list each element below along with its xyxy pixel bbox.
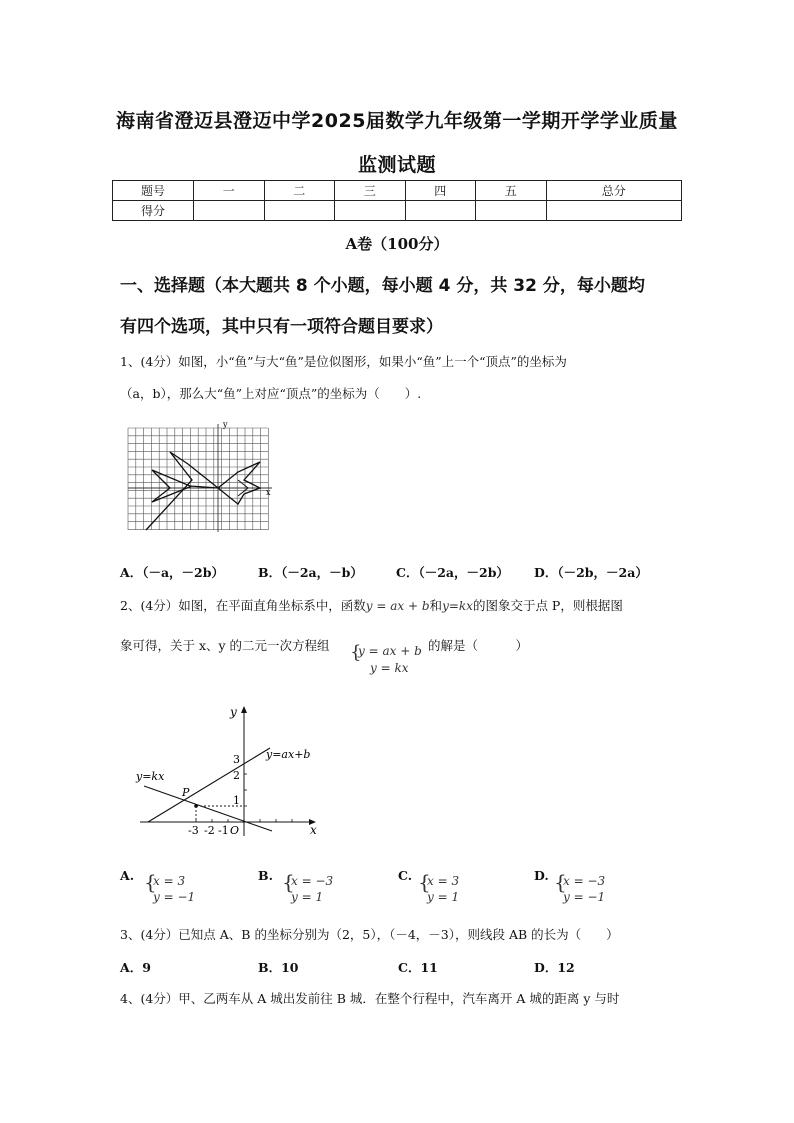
option-eq2: y = −1 (153, 890, 196, 904)
y-tick-label: 3 (233, 753, 240, 766)
page-title-line2: 监测试题 (357, 154, 436, 176)
option-eq2: y = 1 (291, 890, 324, 904)
graph-x-label: x (310, 823, 317, 837)
q3-text: 3、(4分）已知点 A、B 的坐标分别为（2，5），（－4，－3），则线段 AB 的长为（ ） (120, 927, 619, 942)
line-ax-plus-b (148, 748, 270, 822)
score-input-cell[interactable] (194, 201, 265, 221)
section1-line1: 一、选择题（本大题共 8 个小题，每小题 4 分，共 32 分，每小题均 (120, 276, 645, 296)
graph-y-arrow (241, 706, 247, 713)
q2-line2-prefix: 象可得，关于 x、y 的二元一次方程组 (120, 638, 330, 653)
graph-origin-label: O (230, 824, 240, 837)
q3-option-c[interactable]: C．11 (398, 960, 438, 975)
score-input-cell[interactable] (335, 201, 406, 221)
table-cell: 得分 (113, 201, 194, 221)
q1-option-d[interactable]: D．（－2b，－2a） (534, 565, 648, 580)
page-title: 海南省澄迈县澄迈中学2025届数学九年级第一学期开学学业质量 (116, 110, 678, 132)
q2-brace: { (350, 642, 362, 663)
q2-line1 (120, 597, 700, 615)
option-brace: { (282, 870, 295, 894)
q1-line2: （a，b），那么大“鱼”上对应“顶点”的坐标为（ ）. (120, 386, 422, 401)
table-cell: 四 (405, 181, 476, 201)
q4-text: 4、(4分）甲、乙两车从 A 城出发前往 B 城．在整个行程中，汽车离开 A 城的距离 y 与时 (120, 991, 620, 1006)
big-fish-shape (146, 452, 218, 530)
x-tick-label: -1 (218, 824, 229, 837)
y-tick-label: 2 (233, 769, 240, 782)
fish-y-label: y (223, 420, 228, 429)
graph-line2-label: y=ax+b (266, 748, 311, 761)
option-brace: { (554, 870, 567, 894)
table-cell: 一 (194, 181, 265, 201)
q2-function2: y=kx (442, 599, 473, 613)
score-input-cell[interactable] (476, 201, 547, 221)
q2-system-eq1: y = ax + b (358, 644, 422, 658)
section1-line2: 有四个选项，其中只有一项符合题目要求） (120, 317, 443, 337)
graph-y-label: y (230, 705, 237, 719)
table-cell: 五 (476, 181, 547, 201)
x-tick-label: -3 (188, 824, 199, 837)
q3-option-b[interactable]: B．10 (258, 960, 299, 975)
table-row (113, 181, 682, 201)
section-a-heading: A卷（100分） (345, 235, 449, 253)
option-eq2: y = 1 (427, 890, 460, 904)
score-input-cell[interactable] (546, 201, 682, 221)
q1-option-a[interactable]: A．（－a，－2b） (120, 565, 224, 580)
q1-option-c[interactable]: C．（－2a，－2b） (396, 565, 509, 580)
option-eq1: x = −3 (291, 874, 334, 888)
q1-line1: 1、(4分）如图，小“鱼”与大“鱼”是位似图形，如果小“鱼”上一个“顶点”的坐标为 (120, 354, 567, 369)
option-letter: A. (120, 868, 135, 883)
q2-and: 和 (429, 598, 443, 613)
graph-p-label: P (182, 786, 190, 799)
table-cell: 二 (264, 181, 335, 201)
x-tick-label: -2 (204, 824, 215, 837)
score-input-cell[interactable] (405, 201, 476, 221)
table-row (113, 201, 682, 221)
point-p (194, 804, 198, 808)
q3-option-a[interactable]: A．9 (120, 960, 151, 975)
option-eq1: x = 3 (153, 874, 186, 888)
table-cell: 总分 (546, 181, 682, 201)
option-brace: { (144, 870, 157, 894)
table-cell: 题号 (113, 181, 194, 201)
q3-option-d[interactable]: D．12 (534, 960, 575, 975)
option-letter: B. (258, 868, 273, 883)
option-letter: D. (534, 868, 549, 883)
section1-heading (120, 266, 690, 348)
q2-graph (130, 700, 330, 840)
option-brace: { (418, 870, 431, 894)
fish-figure (126, 420, 276, 535)
q2-suffix: 的图象交于点 P，则根据图 (472, 598, 623, 613)
table-cell: 三 (335, 181, 406, 201)
fish-x-label: x (266, 488, 271, 497)
q2-line2-suffix: 的解是（ ） (428, 638, 529, 653)
q2-system-eq2: y = kx (370, 661, 409, 675)
option-eq2: y = −1 (563, 890, 606, 904)
option-eq1: x = 3 (427, 874, 460, 888)
q2-function1: y = ax + b (365, 599, 430, 613)
option-letter: C. (398, 868, 413, 883)
small-fish-shape (218, 462, 260, 504)
q2-prefix: 2、(4分）如图，在平面直角坐标系中，函数 (120, 598, 366, 613)
score-input-cell[interactable] (264, 201, 335, 221)
option-eq1: x = −3 (563, 874, 606, 888)
graph-line1-label: y=kx (136, 770, 165, 783)
q1-option-b[interactable]: B．（－2a，－b） (258, 565, 363, 580)
score-table (112, 180, 682, 221)
y-tick-label: 1 (233, 794, 240, 807)
